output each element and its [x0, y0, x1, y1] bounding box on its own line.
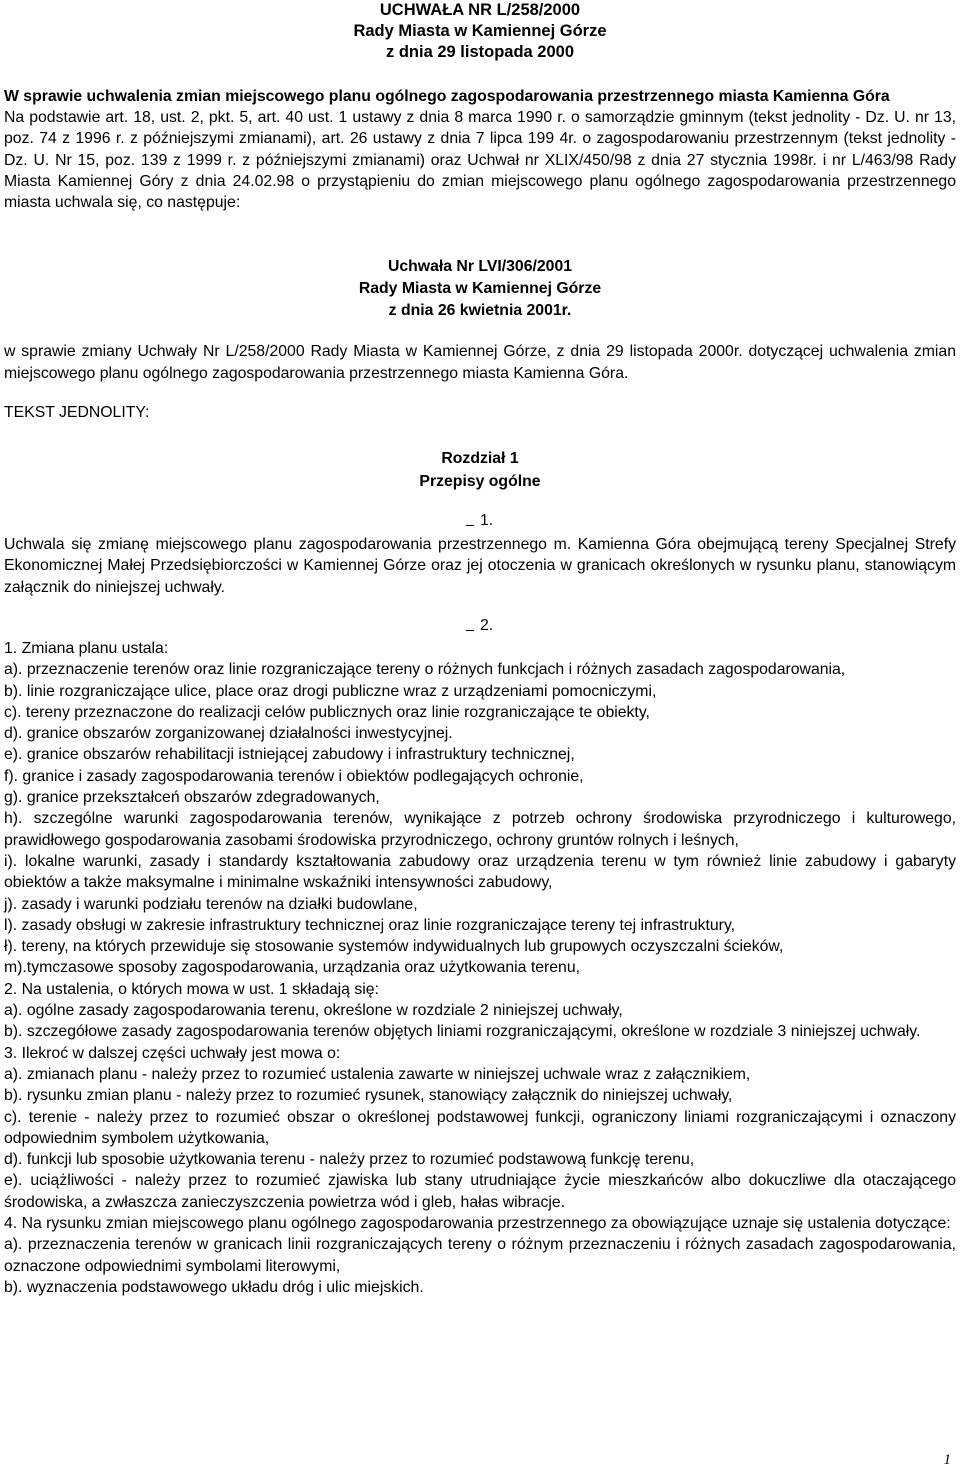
amendment-council: Rady Miasta w Kamiennej Górze: [358, 280, 602, 297]
list-item: ł). tereny, na których przewiduje się stosowanie systemów indywidualnych lub grupowych oczyszczalni ścieków,: [4, 938, 784, 956]
intro-section: [4, 86, 956, 213]
consolidated-text-label: TEKST JEDNOLITY:: [4, 404, 150, 421]
section-2-heading: [466, 617, 493, 635]
list-item: a). przeznaczenie terenów oraz linie rozgraniczające tereny o różnych funkcjach i różnych zasadach zagospodarowania,: [4, 661, 846, 679]
chapter-title: Rozdział 1: [441, 450, 519, 467]
list-item: f). granice i zasady zagospodarowania terenów i obiektów podlegających ochronie,: [4, 767, 584, 785]
list-item: e). uciążliwości - należy przez to rozumieć zjawiska lub stany utrudniające życie mieszkańców albo dokuczliwe dla otaczającego środowiska, a zwłaszcza zanieczyszczenia powietrza wód i gleb, hałas wibracje.: [4, 1172, 956, 1211]
resolution-date: z dnia 29 listopada 2000: [386, 43, 574, 61]
document-header: [0, 0, 960, 63]
resolution-number: UCHWAŁA NR L/258/2000: [379, 1, 581, 19]
list-item: l). zasady obsługi w zakresie infrastruktury technicznej oraz linie rozgraniczające tereny tej infrastruktury,: [4, 916, 736, 934]
list-item: b). rysunku zmian planu - należy przez to rozumieć rysunek, stanowiący załącznik do niniejszej uchwały,: [4, 1087, 733, 1105]
list-item: h). szczególne warunki zagospodarowania terenów, wynikające z potrzeb ochrony środowiska przyrodniczego i kulturowego, prawidłowego gospodarowania zasobami środowiska przyrodniczego, ochrony gruntów rolnych i leśnych,: [4, 810, 956, 849]
section-2-number: 2.: [480, 617, 494, 634]
list-item: a). ogólne zasady zagospodarowania terenu, określone w rozdziale 2 niniejszej uchwały,: [4, 1002, 623, 1020]
chapter-subtitle: Przepisy ogólne: [419, 473, 541, 490]
list-item: g). granice przekształceń obszarów zdegradowanych,: [4, 789, 380, 807]
list-item: a). zmianach planu - należy przez to rozumieć ustalenia zawarte w niniejszej uchwale wraz z załącznikiem,: [4, 1065, 751, 1083]
list-item: c). tereny przeznaczone do realizacji celów publicznych oraz linie rozgraniczające te obiekty,: [4, 703, 650, 721]
list-item: 2. Na ustalenia, o których mowa w ust. 1 składają się:: [4, 980, 379, 998]
list-item: d). funkcji lub sposobie użytkowania terenu - należy przez to rozumieć podstawową funkcję terenu,: [4, 1151, 695, 1169]
amendment-subject: w sprawie zmiany Uchwały Nr L/258/2000 Rady Miasta w Kamiennej Górze, z dnia 29 listopada 2000r. dotyczącej uchwalenia zmian miejscowego planu ogólnego zagospodarowania przestrzennego miasta Kamienna Góra.: [4, 343, 956, 382]
list-item: b). linie rozgraniczające ulice, place oraz drogi publiczne wraz z urządzeniami pomocniczymi,: [4, 682, 657, 700]
chapter-heading: [4, 447, 956, 493]
amendment-number: Uchwała Nr LVI/306/2001: [387, 258, 573, 275]
section-sign-icon: [466, 620, 474, 631]
council-name: Rady Miasta w Kamiennej Górze: [353, 22, 607, 40]
list-item: c). terenie - należy przez to rozumieć obszar o określonej podstawowej funkcji, ograniczony liniami rozgraniczającymi i oznaczony odpowiednim symbolem użytkowania,: [4, 1108, 956, 1147]
section-1-number: 1.: [480, 512, 494, 529]
list-item: 3. Ilekroć w dalszej części uchwały jest mowa o:: [4, 1044, 341, 1062]
list-item: a). przeznaczenia terenów w granicach linii rozgraniczających tereny o różnym przeznaczeniu i różnych zasadach zagospodarowania, oznaczone odpowiednimi symbolami literowymi,: [4, 1236, 956, 1275]
section-2-list: [4, 638, 956, 1298]
amendment-header: [4, 256, 956, 322]
list-item: i). lokalne warunki, zasady i standardy kształtowania zabudowy oraz urządzenia terenu w tym również linie zabudowy i gabaryty obiektów a także maksymalne i minimalne wskaźniki intensywności zabudowy,: [4, 852, 956, 892]
page-number: 1: [943, 1452, 951, 1468]
list-item: 1. Zmiana planu ustala:: [4, 640, 169, 657]
list-item: m).tymczasowe sposoby zagospodarowania, urządzania oraz użytkowania terenu,: [4, 959, 581, 977]
amendment-date: z dnia 26 kwietnia 2001r.: [388, 302, 572, 319]
section-1-text: Uchwala się zmianę miejscowego planu zagospodarowania przestrzennego m. Kamienna Góra obejmującą tereny Specjalnej Strefy Ekonomicznej Małej Przedsiębiorczości w Kamiennej Górze oraz jej otoczenia w granicach określonych w rysunku planu, stanowiącym załącznik do niniejszej uchwały.: [4, 536, 956, 596]
section-1-heading: [466, 512, 493, 530]
section-sign-icon: [466, 515, 474, 526]
list-item: b). wyznaczenia podstawowego układu dróg i ulic miejskich.: [4, 1278, 424, 1296]
resolution-subject: W sprawie uchwalenia zmian miejscowego planu ogólnego zagospodarowania przestrzennego miasta Kamienna Góra: [4, 88, 890, 105]
legal-basis: Na podstawie art. 18, ust. 2, pkt. 5, art. 40 ust. 1 ustawy z dnia 8 marca 1990 r. o samorządzie gminnym (tekst jednolity - Dz. U. nr 13, poz. 74 z 1996 r. z późniejszymi zmianami), art. 26 ustawy z dnia 7 lipca 199 4r. o zagospodarowaniu przestrzennym (tekst jednolity - Dz. U. Nr 15, poz. 139 z 1999 r. z późniejszymi zmianami) oraz Uchwał nr XLIX/450/98 z dnia 27 stycznia 1998r. i nr L/463/98 Rady Miasta Kamiennej Góry z dnia 24.02.98 o przystąpieniu do zmian miejscowego planu ogólnego zagospodarowania przestrzennego miasta uchwala się, co następuje:: [4, 109, 956, 212]
list-item: j). zasady i warunki podziału terenów na działki budowlane,: [4, 895, 418, 913]
list-item: d). granice obszarów zorganizowanej działalności inwestycyjnej.: [4, 725, 453, 743]
list-item: 4. Na rysunku zmian miejscowego planu ogólnego zagospodarowania przestrzennego za obowiązujące uznaje się ustalenia dotyczące:: [4, 1215, 951, 1233]
list-item: e). granice obszarów rehabilitacji istniejącej zabudowy i infrastruktury technicznej,: [4, 746, 575, 764]
list-item: b). szczegółowe zasady zagospodarowania terenów objętych liniami rozgraniczającymi, określone w rozdziale 3 niniejszej uchwały.: [4, 1023, 921, 1041]
